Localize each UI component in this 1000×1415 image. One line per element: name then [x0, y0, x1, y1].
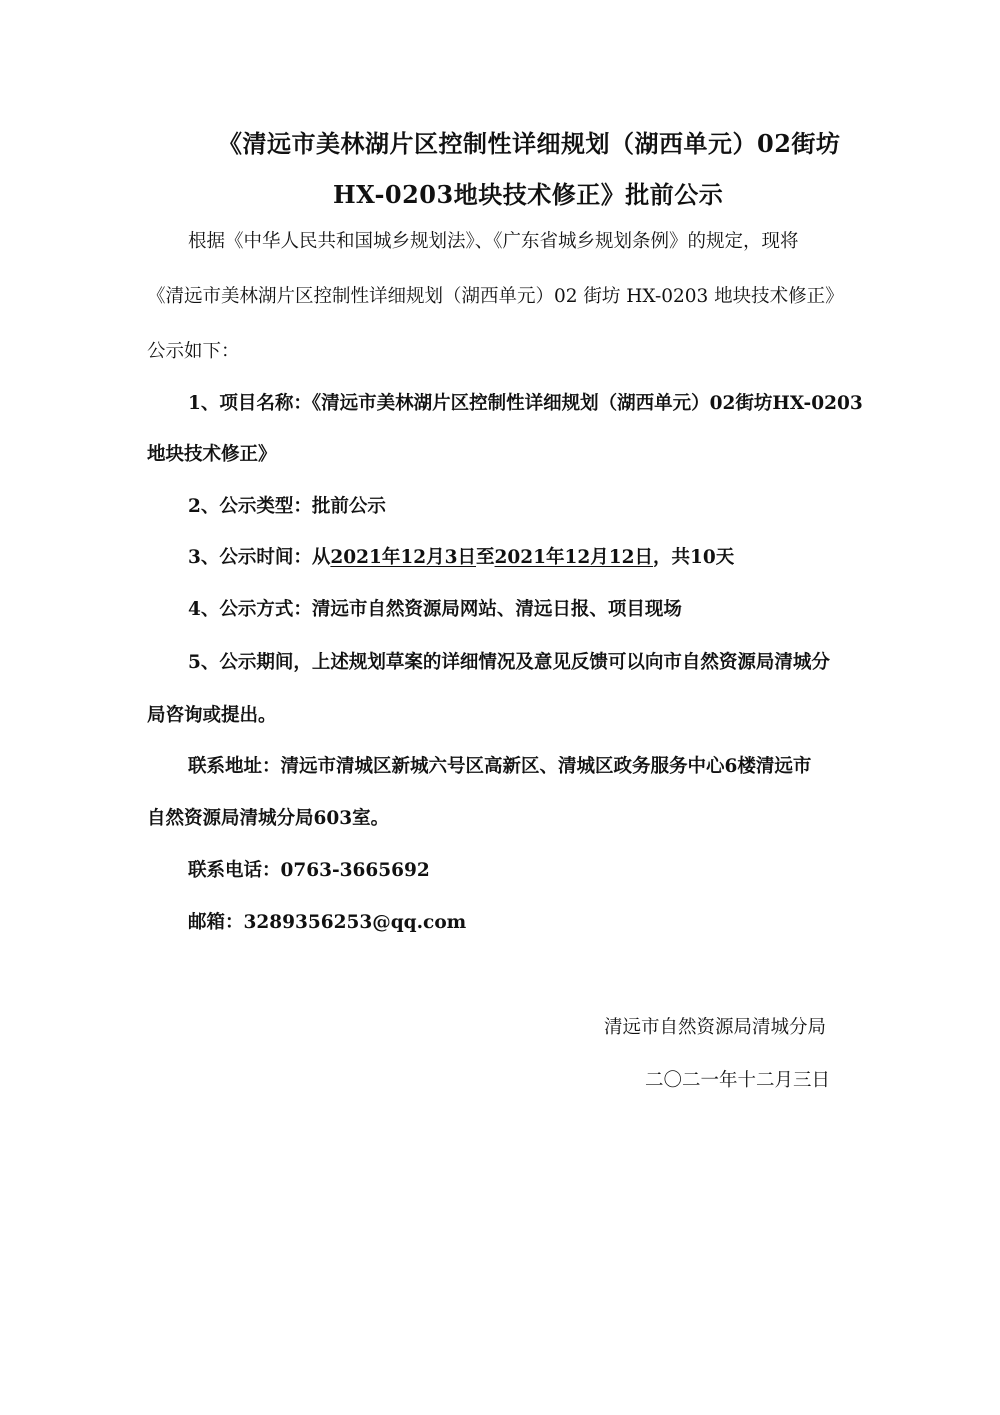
item-notice-period-line-2: 局咨询或提出。 — [147, 705, 277, 726]
intro-line-1: 根据《中华人民共和国城乡规划法》、《广东省城乡规划条例》的规定，现将 — [188, 231, 799, 252]
address-value-part-1: 清远市清城区新城六号区高新区、清城区政务服务中心6楼清远市 — [280, 756, 812, 777]
email-label: 邮箱： — [188, 912, 244, 933]
project-label: 1、项目名称： — [188, 393, 312, 414]
signature-date: 二〇二一年十二月三日 — [645, 1070, 831, 1091]
contact-address-line-1 — [188, 754, 811, 780]
project-name-part-1: 《清远市美林湖片区控制性详细规划（湖西单元）02街坊HX-0203 — [311, 393, 863, 414]
item-notice-period-line-1: 5、公示期间，上述规划草案的详细情况及意见反馈可以向市自然资源局清城分 — [188, 652, 830, 673]
type-value: 批前公示 — [311, 496, 386, 517]
phone-label: 联系电话： — [188, 860, 281, 881]
notice-title-line-2: HX-0203地块技术修正》批前公示 — [333, 180, 724, 209]
time-total: ，共10天 — [653, 547, 735, 568]
address-label: 联系地址： — [188, 756, 281, 777]
intro-line-3: 公示如下： — [147, 341, 240, 362]
time-start-date: 2021年12月3日 — [330, 547, 476, 568]
contact-email — [188, 910, 466, 936]
method-value: 清远市自然资源局网站、清远日报、项目现场 — [311, 599, 682, 620]
signature-organization: 清远市自然资源局清城分局 — [604, 1017, 827, 1038]
time-from: 从 — [311, 547, 331, 568]
time-end-date: 2021年12月12日 — [494, 547, 653, 568]
method-label: 4、公示方式： — [188, 599, 312, 620]
time-label: 3、公示时间： — [188, 547, 312, 568]
project-name-part-2: 地块技术修正》 — [147, 444, 277, 465]
phone-value: 0763-3665692 — [280, 860, 430, 881]
intro-line-2: 《清远市美林湖片区控制性详细规划（湖西单元）02 街坊 HX-0203 地块技术修正》 — [147, 286, 844, 307]
item-project-name — [188, 391, 863, 417]
time-to: 至 — [476, 547, 495, 568]
contact-phone — [188, 858, 430, 884]
item-notice-type — [188, 494, 386, 520]
email-value: 3289356253@qq.com — [243, 912, 467, 933]
notice-title-line-1: 《清远市美林湖片区控制性详细规划（湖西单元）02街坊 — [218, 129, 841, 158]
contact-address-line-2: 自然资源局清城分局603室。 — [147, 808, 390, 829]
item-notice-time — [188, 545, 734, 571]
item-notice-method — [188, 597, 682, 623]
type-label: 2、公示类型： — [188, 496, 312, 517]
